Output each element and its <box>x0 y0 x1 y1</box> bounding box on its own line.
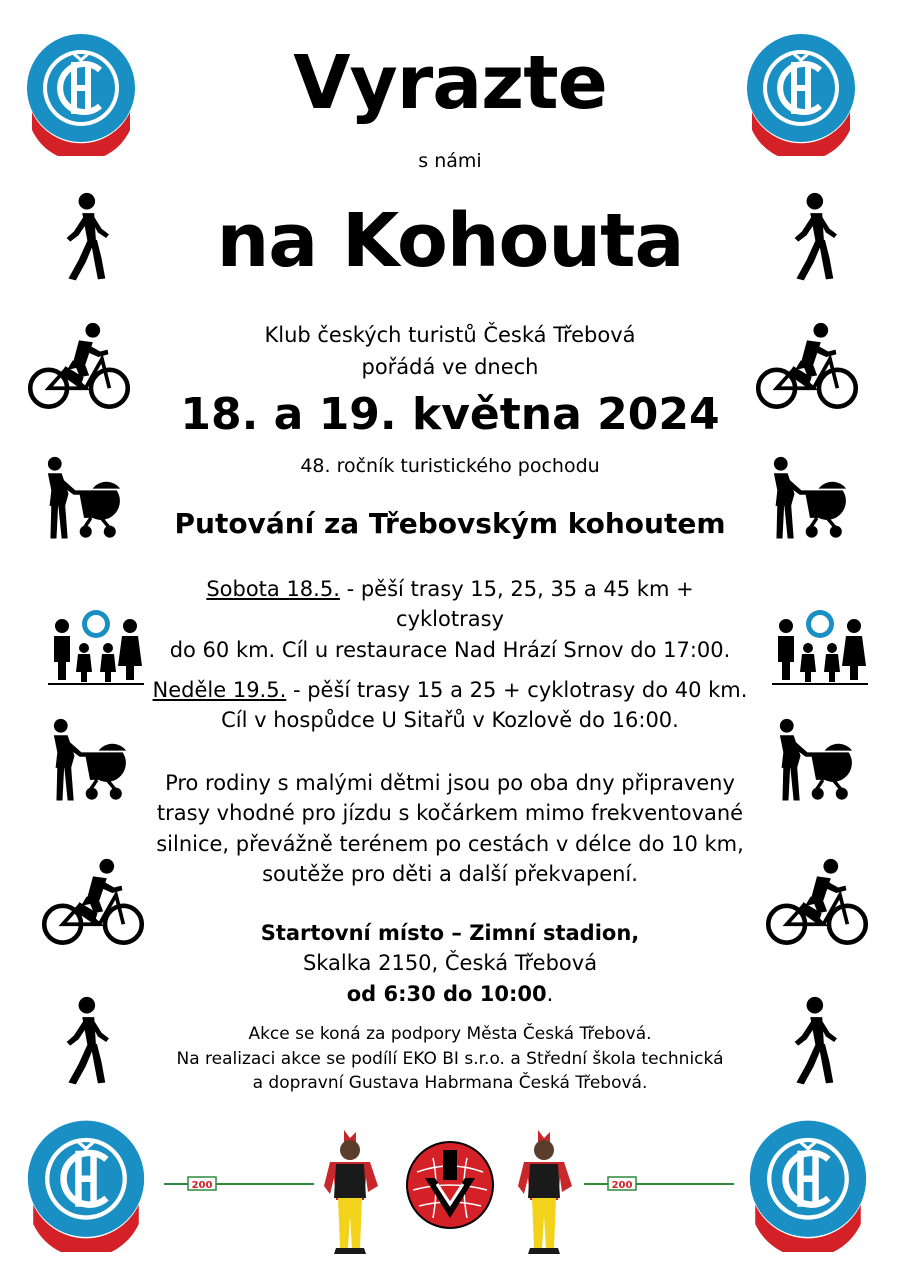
sunday-label: Neděle 19.5. <box>152 678 287 702</box>
kct-logo-bottom-left <box>24 1112 148 1252</box>
saturday-label: Sobota 18.5. <box>206 577 340 601</box>
trail-marker-right <box>584 1176 734 1192</box>
walker-icon <box>56 192 114 284</box>
poster-title-connector: s námi <box>418 150 482 172</box>
start-title: Startovní místo – Zimní stadion, <box>260 921 640 945</box>
start-time-suffix: . <box>546 981 554 1006</box>
saturday-text-line2: do 60 km. Cíl u restaurace Nad Hrází Srnov do 17:00. <box>169 637 731 662</box>
stroller-icon <box>766 456 854 542</box>
stroller-icon <box>772 718 860 804</box>
cyclist-icon <box>764 858 870 950</box>
sunday-text-line2: Cíl v hospůdce U Sitařů v Kozlově do 16:00. <box>221 708 679 733</box>
event-dates: 18. a 19. května 2024 <box>180 389 720 440</box>
ivv-logo-icon <box>405 1140 495 1230</box>
organizer-line1: Klub českých turistů Česká Třebová <box>264 323 636 347</box>
families-line2: trasy vhodné pro jízdu s kočárkem mimo frekventované <box>156 801 744 826</box>
family-hiking-badge-icon <box>44 596 148 686</box>
families-line3: silnice, převážně terénem po cestách v délce do 10 km, <box>156 831 744 856</box>
event-edition: 48. ročník turistického pochodu <box>300 455 600 477</box>
event-name: Putování za Třebovským kohoutem <box>174 507 726 540</box>
sunday-text-line1: - pěší trasy 15 a 25 + cyklotrasy do 40 km. <box>286 678 748 702</box>
cyclist-icon <box>40 858 146 950</box>
rooster-mascot-icon <box>516 1128 576 1260</box>
poster-title-line2: na Kohouta <box>216 198 684 284</box>
cyclist-icon <box>26 322 132 414</box>
trail-marker-left-label: 200 <box>191 1180 213 1191</box>
organizer-line2: pořádá ve dnech <box>361 355 539 379</box>
families-line4: soutěže pro děti a další překvapení. <box>262 862 638 887</box>
kct-logo-bottom-right <box>746 1112 870 1252</box>
kct-logo-top-left <box>24 26 138 156</box>
saturday-text-line1: - pěší trasy 15, 25, 35 a 45 km + cyklotrasy <box>339 577 694 632</box>
stroller-icon <box>46 718 134 804</box>
family-hiking-badge-icon <box>768 596 872 686</box>
start-info <box>150 918 750 1009</box>
families-info <box>150 768 750 890</box>
trail-marker-right-label: 200 <box>611 1180 633 1191</box>
families-line1: Pro rodiny s malými dětmi jsou po oba dny připraveny <box>165 771 735 795</box>
cyclist-icon <box>754 322 860 414</box>
footer-support <box>150 1022 750 1096</box>
stroller-icon <box>40 456 128 542</box>
start-address: Skalka 2150, Česká Třebová <box>302 951 598 976</box>
start-time: od 6:30 do 10:00 <box>346 981 547 1006</box>
walker-icon <box>784 996 842 1088</box>
rooster-mascot-icon <box>322 1128 382 1260</box>
footer-line3: a dopravní Gustava Habrmana Česká Třebová. <box>252 1073 648 1094</box>
saturday-program <box>150 574 750 665</box>
footer-line1: Akce se koná za podpory Města Česká Třebová. <box>248 1024 652 1044</box>
walker-icon <box>56 996 114 1088</box>
poster-title-line1: Vyrazte <box>293 40 607 126</box>
sunday-program <box>150 675 750 736</box>
walker-icon <box>784 192 842 284</box>
trail-marker-left <box>164 1176 314 1192</box>
kct-logo-top-right <box>744 26 858 156</box>
footer-line2: Na realizaci akce se podílí EKO BI s.r.o. a Střední škola technická <box>176 1048 724 1069</box>
